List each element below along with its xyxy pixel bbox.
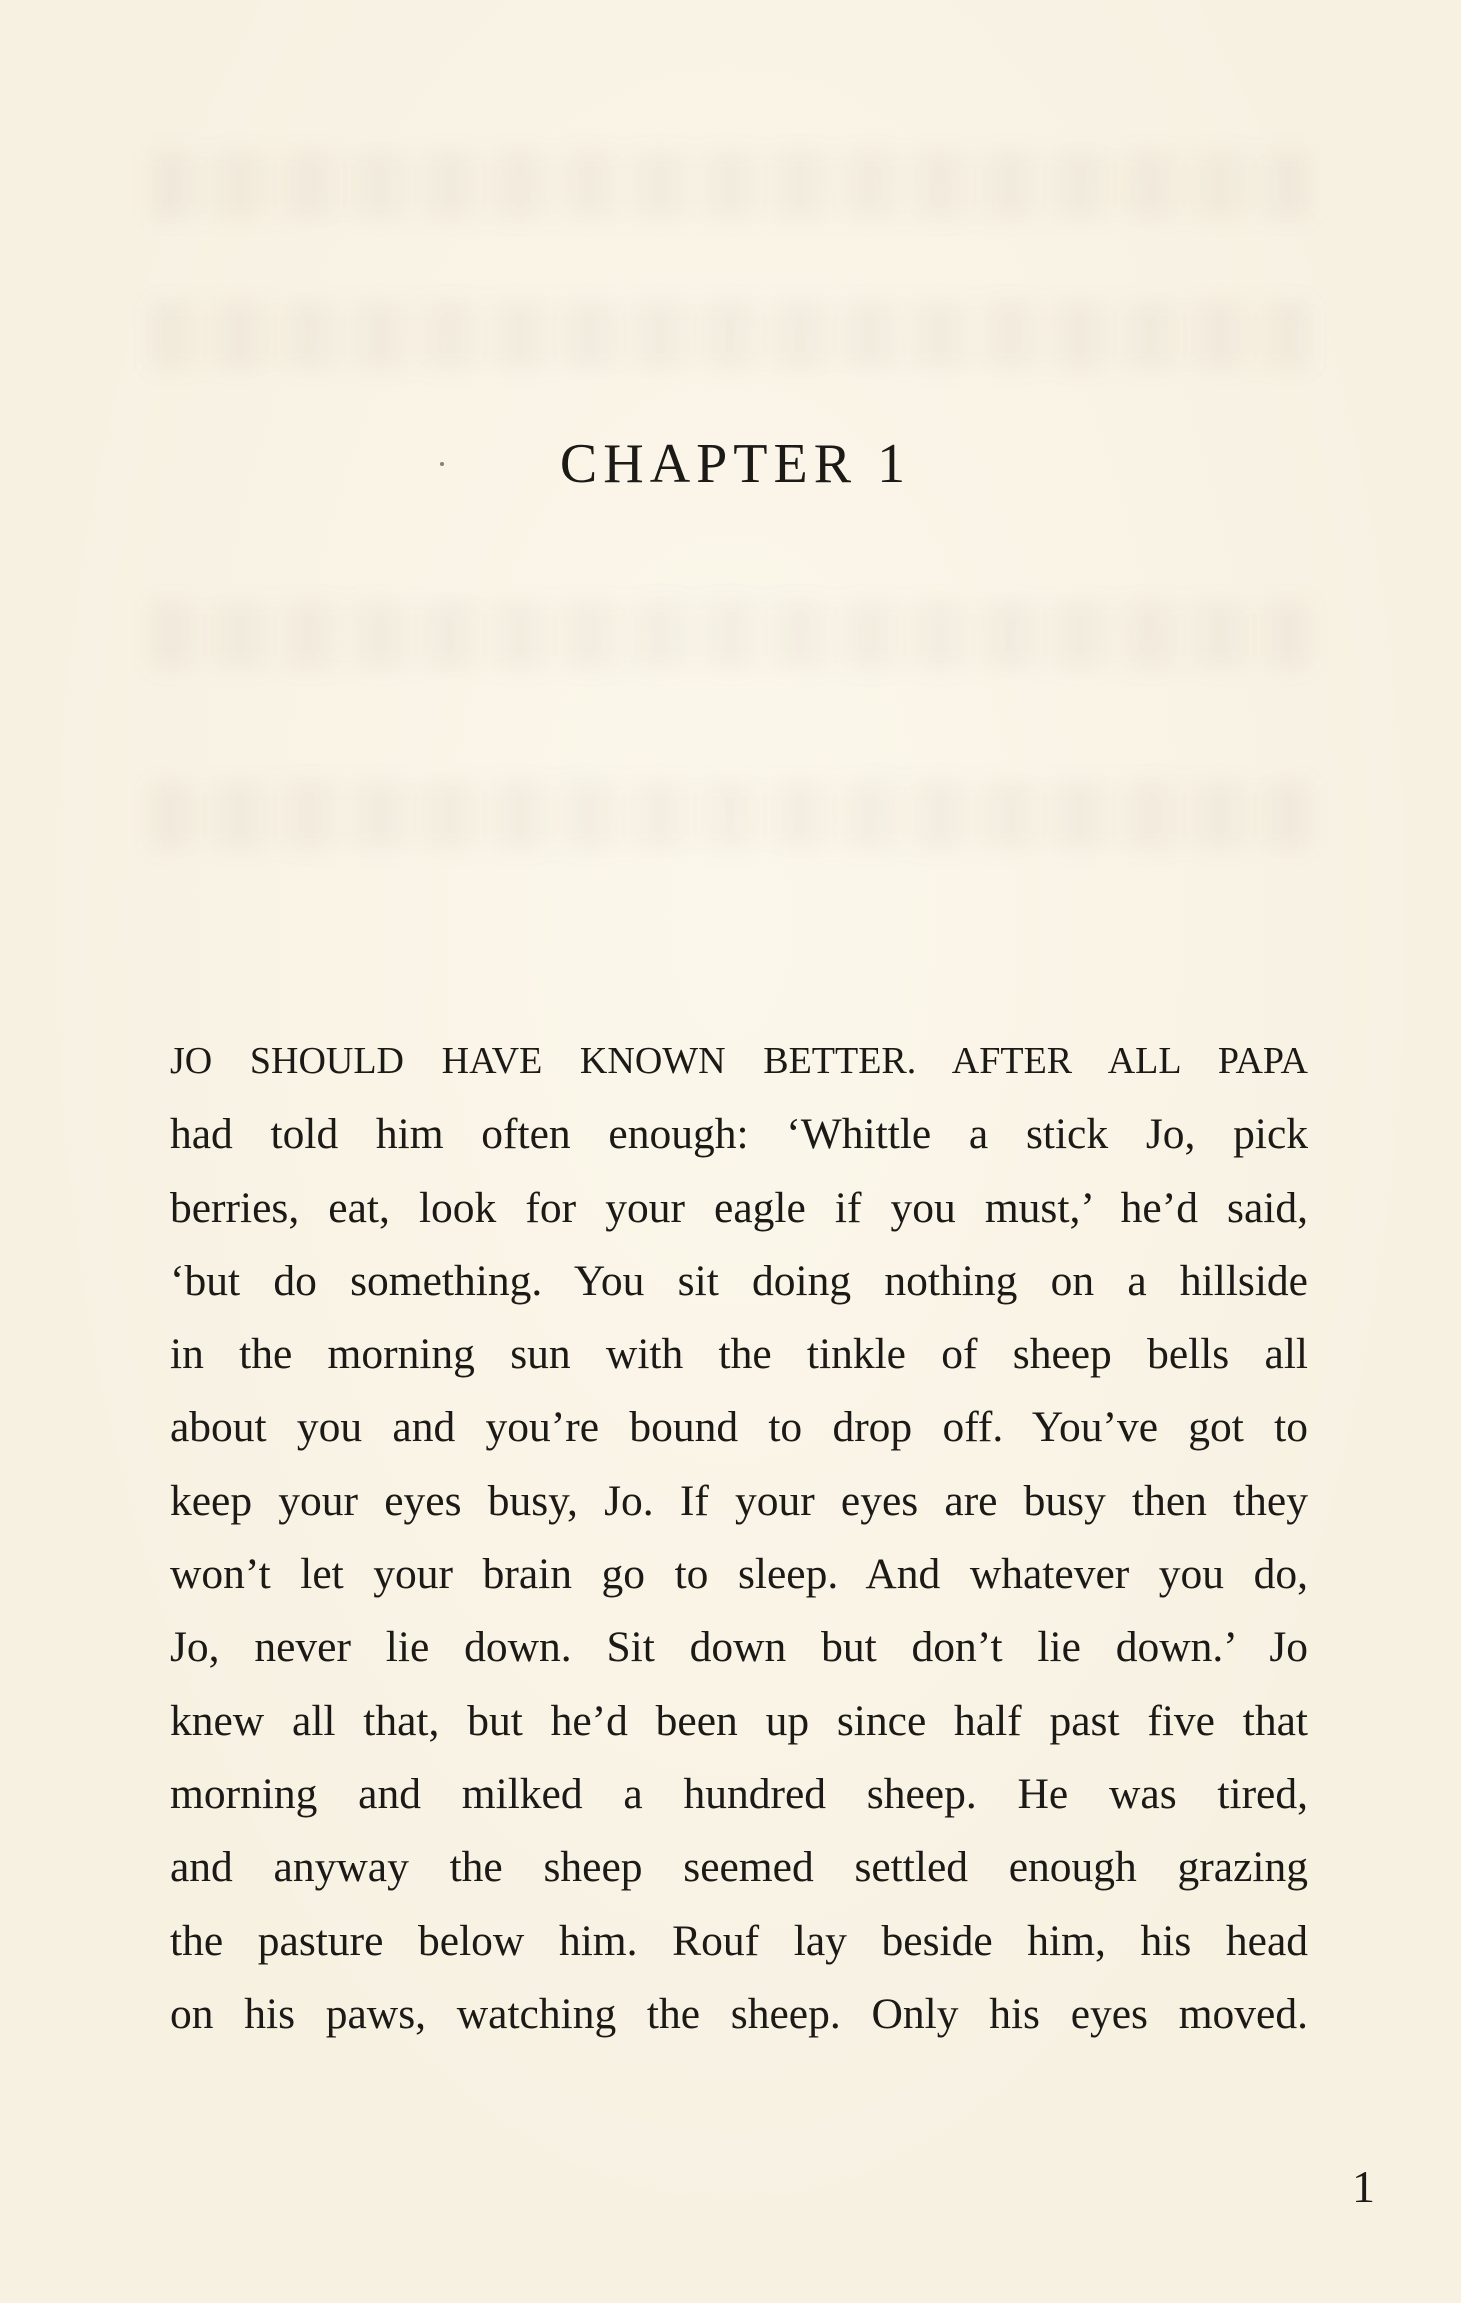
text-line: won’t let your brain go to sleep. And whatever you do, [170, 1550, 1308, 1599]
show-through-text [150, 780, 1310, 850]
chapter-heading: CHAPTER 1 [559, 433, 912, 495]
text-line: keep your eyes busy, Jo. If your eyes are busy then they [170, 1476, 1308, 1525]
show-through-text [150, 300, 1310, 370]
text-line: morning and milked a hundred sheep. He was tired, [170, 1769, 1308, 1818]
text-line: on his paws, watching the sheep. Only his eyes moved. [170, 1989, 1308, 2038]
text-line: berries, eat, look for your eagle if you must,’ he’d said, [170, 1183, 1308, 1232]
chapter-body-text [170, 1025, 1308, 2051]
text-line: ‘but do something. You sit doing nothing on a hillside [170, 1256, 1308, 1305]
show-through-text [150, 600, 1310, 670]
page-number: 1 [1352, 2161, 1375, 2212]
show-through-text [150, 150, 1310, 220]
text-line: and anyway the sheep seemed settled enough grazing [170, 1843, 1308, 1892]
text-line: the pasture below him. Rouf lay beside him, his head [170, 1916, 1308, 1965]
text-line: Jo, never lie down. Sit down but don’t lie down.’ Jo [170, 1623, 1308, 1672]
text-line: JO SHOULD HAVE KNOWN BETTER. AFTER ALL PAPA [170, 1040, 1308, 1082]
text-line: knew all that, but he’d been up since half past five that [170, 1696, 1308, 1745]
text-line: in the morning sun with the tinkle of sheep bells all [170, 1330, 1308, 1379]
text-line: about you and you’re bound to drop off. You’ve got to [170, 1403, 1308, 1452]
text-line: had told him often enough: ‘Whittle a stick Jo, pick [170, 1110, 1308, 1159]
